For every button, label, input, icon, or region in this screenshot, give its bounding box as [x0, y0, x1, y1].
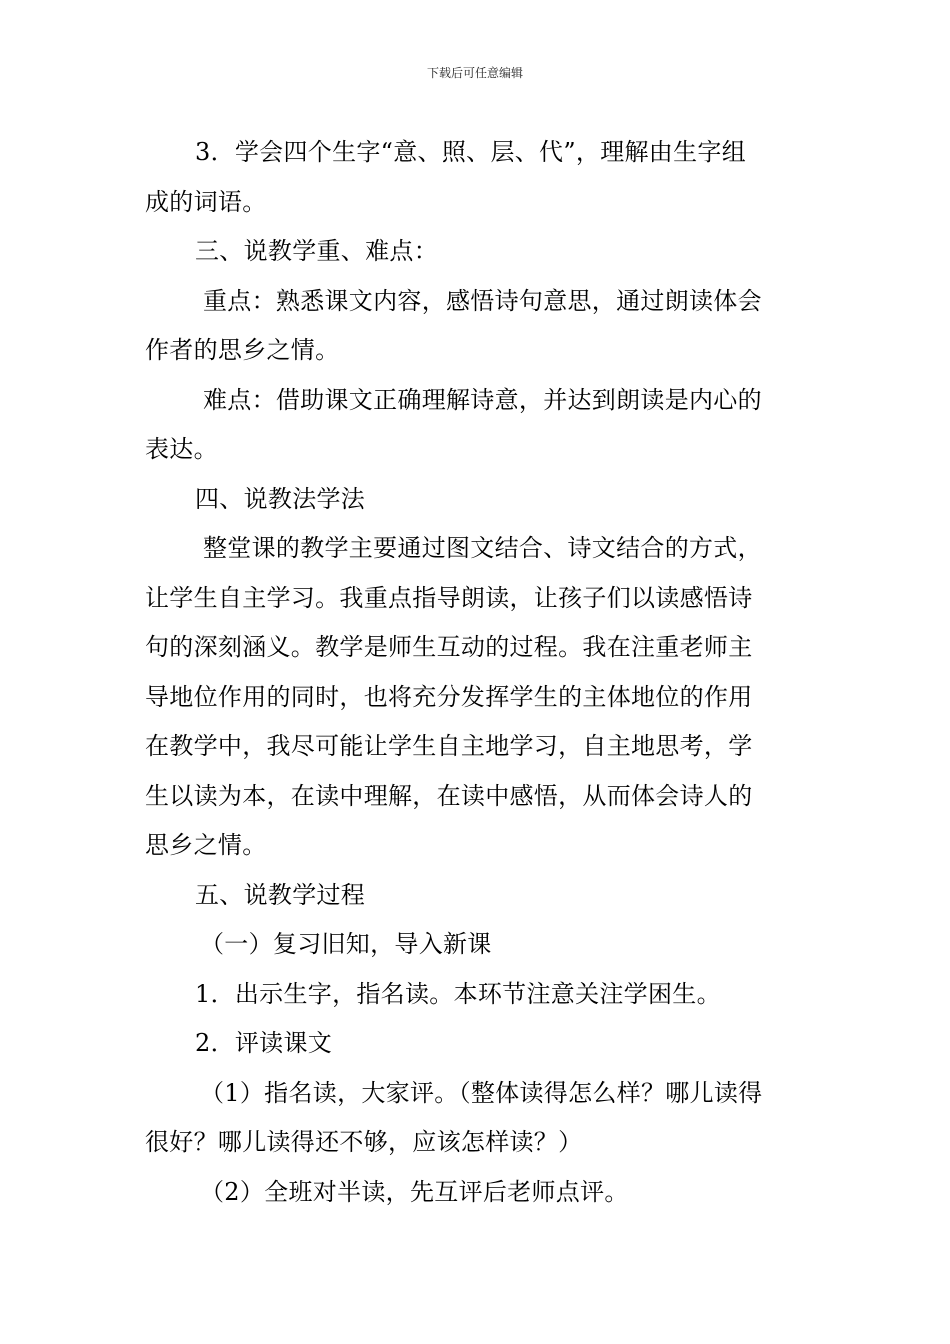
paragraph-line: （1）指名读，大家评。（整体读得怎么样？哪儿读得: [200, 1078, 763, 1107]
subsection-heading: （一）复习旧知，导入新课: [200, 930, 492, 958]
paragraph-line: 成的词语。: [145, 187, 267, 216]
paragraph-line: （2）全班对半读，先互评后老师点评。: [200, 1177, 629, 1206]
paragraph-line: 3．学会四个生字“意、照、层、代”，理解由生字组: [195, 138, 747, 166]
paragraph-line: 整堂课的教学主要通过图文结合、诗文结合的方式，: [203, 534, 762, 562]
paragraph-line: 1．出示生字，指名读。本环节注意关注学困生。: [195, 979, 721, 1008]
paragraph-line: 作者的思乡之情。: [145, 336, 340, 364]
paragraph-line: 表达。: [145, 435, 218, 463]
paragraph-line: 很好？哪儿读得还不够，应该怎样读？）: [145, 1128, 583, 1156]
document-body: [145, 128, 807, 1217]
paragraph-line: 导地位作用的同时，也将充分发挥学生的主体地位的作用: [145, 682, 753, 711]
page-header: 下载后可任意编辑: [426, 66, 523, 80]
section-heading: 五、说教学过程: [195, 880, 366, 909]
paragraph-line: 重点：熟悉课文内容，感悟诗句意思，通过朗读体会: [203, 286, 762, 315]
paragraph-line: 生以读为本，在读中理解，在读中感悟，从而体会诗人的: [145, 781, 753, 810]
paragraph-line: 难点：借助课文正确理解诗意，并达到朗读是内心的: [203, 385, 762, 414]
paragraph-line: 思乡之情。: [145, 831, 267, 859]
section-heading: 三、说教学重、难点：: [195, 237, 438, 265]
section-heading: 四、说教法学法: [195, 484, 366, 513]
paragraph-line: 让学生自主学习。我重点指导朗读，让孩子们以读感悟诗: [145, 583, 753, 612]
paragraph-line: 2．评读课文: [195, 1029, 333, 1057]
paragraph-line: 句的深刻涵义。教学是师生互动的过程。我在注重老师主: [145, 633, 753, 661]
paragraph-line: 在教学中，我尽可能让学生自主地学习，自主地思考，学: [145, 732, 753, 760]
